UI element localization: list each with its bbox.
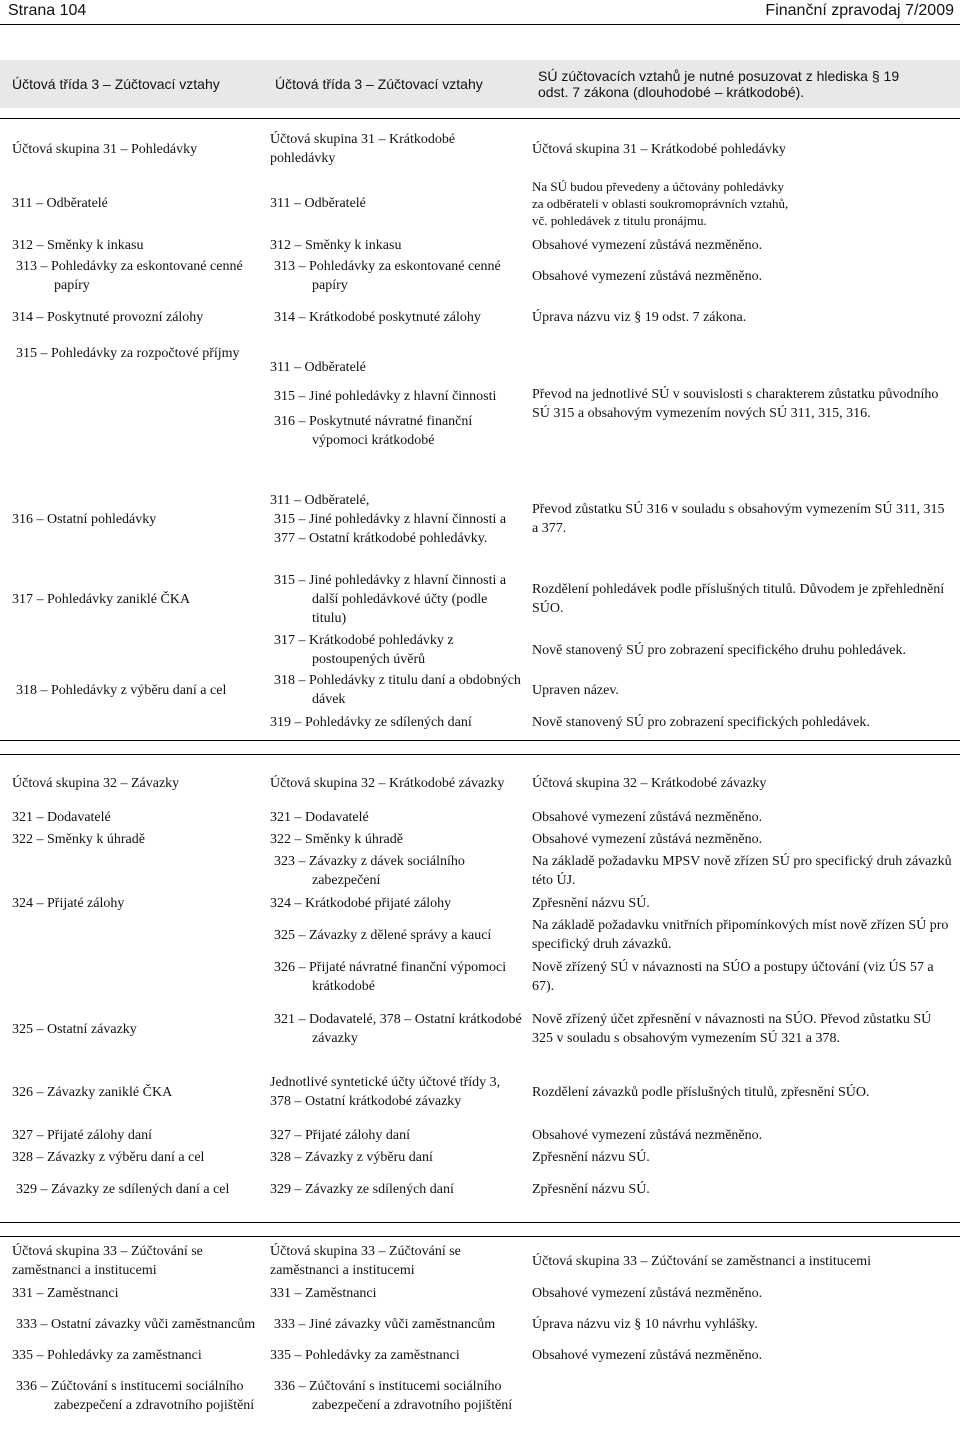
group-31-old: Účtová skupina 31 – Pohledávky xyxy=(12,141,198,157)
table-row: 326 – Přijaté návratné finanční výpomoci krátkodobé Nově zřízený SÚ v návaznosti na SÚO a postupy účtování (viz ÚS 57 a 67). xyxy=(274,960,934,994)
table-row: 317 – Pohledávky zaniklé ČKA 315 – Jiné pohledávky z hlavní činnosti a další pohledávkové účty (podle titulu) Rozdělení pohledávek podle příslušných titulů. Důvodem je zpřehlednění SÚO. xyxy=(12,572,945,626)
table-row: 336 – Zúčtování s institucemi sociálního zabezpečení a zdravotního pojištění 336 – Zúčtování s institucemi sociálního zabezpečení a zdravotního pojištění xyxy=(16,1379,513,1413)
rule-32-top xyxy=(0,754,960,755)
table-row: 333 – Ostatní závazky vůči zaměstnancům 333 – Jiné závazky vůči zaměstnancům Úprava názvu viz § 10 návrhu vyhlášky. xyxy=(16,1316,758,1332)
table-row xyxy=(8,126,958,172)
table-row: 312 – Směnky k inkasu 312 – Směnky k inkasu Obsahové vymezení zůstává nezměněno. xyxy=(12,237,763,253)
group-33-old: Účtová skupina 33 – Zúčtování se zaměstnanci a institucemi xyxy=(12,1244,203,1278)
class-title-old: Účtová třída 3 – Zúčtovací vztahy xyxy=(12,76,220,92)
table-row: 327 – Přijaté zálohy daní 327 – Přijaté zálohy daní Obsahové vymezení zůstává nezměněno. xyxy=(12,1127,763,1143)
group-32-note: Účtová skupina 32 – Krátkodobé závazky xyxy=(532,775,767,791)
table-group-33 xyxy=(8,1240,958,1426)
table-row: 335 – Pohledávky za zaměstnanci 335 – Pohledávky za zaměstnanci Obsahové vymezení zůstává nezměněno. xyxy=(12,1347,763,1363)
rule-31-bottom xyxy=(0,740,960,741)
table-row: 326 – Závazky zaniklé ČKA Jednotlivé syntetické účty účtové třídy 3, 378 – Ostatní krátkodobé závazky Rozdělení závazků podle příslušných titulů, zpřesnění SÚO. xyxy=(12,1075,870,1109)
table-row: 315 – Pohledávky za rozpočtové příjmy 311 – Odběratelé 315 – Jiné pohledávky z hlavní činnosti 316 – Poskytnuté návratné finanční výpomoci krátkodobé Převod na jednotlivé SÚ v souvislosti s charakterem zůstatku původního SÚ 315 a obsahovým vymezením nových SÚ 311, 315, 316. xyxy=(16,346,939,448)
table-row: 322 – Směnky k úhradě 322 – Směnky k úhradě Obsahové vymezení zůstává nezměněno. xyxy=(12,831,763,847)
table-row: 318 – Pohledávky z výběru daní a cel 318 – Pohledávky z titulu daní a obdobných dávek Upraven název. xyxy=(16,673,619,707)
table-row: 325 – Závazky z dělené správy a kaucí Na základě požadavku vnitřních připomínkových míst nově zřízen SÚ pro specifický druh závazků. xyxy=(274,918,949,952)
table-row: 321 – Dodavatelé 321 – Dodavatelé Obsahové vymezení zůstává nezměněno. xyxy=(12,809,763,825)
table-row: 319 – Pohledávky ze sdílených daní Nově stanovený SÚ pro zobrazení specifických pohledávek. xyxy=(270,714,870,730)
table-row xyxy=(8,760,958,806)
table-row: 313 – Pohledávky za eskontované cenné papíry 313 – Pohledávky za eskontované cenné papíry Obsahové vymezení zůstává nezměněno. xyxy=(16,259,763,293)
group-33-note: Účtová skupina 33 – Zúčtování se zaměstnanci a institucemi xyxy=(532,1253,872,1269)
class-header xyxy=(0,60,960,108)
table-row: 325 – Ostatní závazky 321 – Dodavatelé, 378 – Ostatní krátkodobé závazky Nově zřízený účet zpřesnění v návaznosti na SÚO. Převod zůstatku SÚ 325 v souladu s obsahovým vymezením SÚ 321 a 378. xyxy=(12,1012,932,1046)
table-row xyxy=(8,1240,958,1282)
rule-32-bottom xyxy=(0,1222,960,1223)
table-row: 328 – Závazky z výběru daní a cel 328 – Závazky z výběru daní Zpřesnění názvu SÚ. xyxy=(12,1149,650,1165)
group-33-new: Účtová skupina 33 – Zúčtování se zaměstnanci a institucemi xyxy=(270,1244,461,1278)
table-row: 323 – Závazky z dávek sociálního zabezpečení Na základě požadavku MPSV nově zřízen SÚ pro specifický druh závazků této ÚJ. xyxy=(274,854,952,888)
group-31-new: Účtová skupina 31 – Krátkodobé pohledávky xyxy=(270,132,456,166)
table-row: 314 – Poskytnuté provozní zálohy 314 – Krátkodobé poskytnuté zálohy Úprava názvu viz § 19 odst. 7 zákona. xyxy=(12,309,747,325)
page-number: Strana 104 xyxy=(8,2,87,19)
table-row: 331 – Zaměstnanci 331 – Zaměstnanci Obsahové vymezení zůstává nezměněno. xyxy=(12,1285,763,1301)
table-row: 311 – Odběratelé 311 – Odběratelé Na SÚ budou převedeny a účtovány pohledávky za odběrateli v oblasti soukromoprávních vztahů, vč. pohledávek z titulu pronájmu. xyxy=(12,178,789,228)
table-row: 324 – Přijaté zálohy 324 – Krátkodobé přijaté zálohy Zpřesnění názvu SÚ. xyxy=(12,895,650,911)
group-32-old: Účtová skupina 32 – Závazky xyxy=(12,775,180,791)
class-title-new: Účtová třída 3 – Zúčtovací vztahy xyxy=(275,76,483,92)
journal-title: Finanční zpravodaj 7/2009 xyxy=(765,2,954,19)
table-group-32 xyxy=(8,760,958,1210)
page-header xyxy=(0,0,960,24)
table-row: 317 – Krátkodobé pohledávky z postoupených úvěrů Nově stanovený SÚ pro zobrazení specifického druhu pohledávek. xyxy=(274,633,906,667)
rule-33-top xyxy=(0,1236,960,1237)
rule-31-top xyxy=(0,118,960,119)
header-rule xyxy=(0,24,960,25)
table-row: 329 – Závazky ze sdílených daní a cel 329 – Závazky ze sdílených daní Zpřesnění názvu SÚ. xyxy=(16,1181,650,1197)
group-31-note: Účtová skupina 31 – Krátkodobé pohledávky xyxy=(532,141,786,157)
class-note: SÚ zúčtovacích vztahů je nutné posuzovat z hlediska § 19 odst. 7 zákona (dlouhodobé – krátkodobé). xyxy=(538,68,900,100)
table-group-31 xyxy=(8,126,958,734)
table-row: 316 – Ostatní pohledávky 311 – Odběratelé, 315 – Jiné pohledávky z hlavní činnosti a 377 – Ostatní krátkodobé pohledávky. Převod zůstatku SÚ 316 v souladu s obsahovým vymezením SÚ 311, 315 a 377. xyxy=(12,492,945,546)
group-32-new: Účtová skupina 32 – Krátkodobé závazky xyxy=(270,775,505,791)
